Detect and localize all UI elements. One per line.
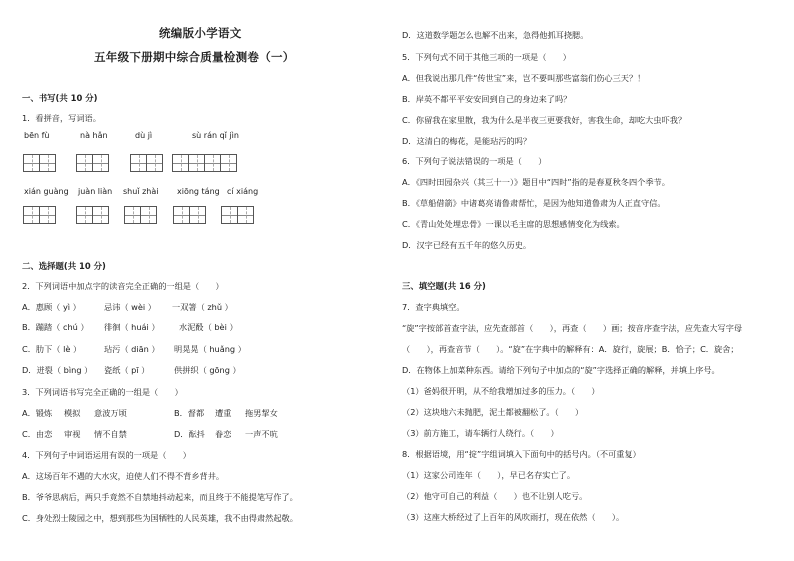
q5-option-d[interactable]: D．这清白的梅花，是能玷污的吗？	[402, 136, 532, 146]
q2-option-a3: 一双箸（ zhǔ ）	[172, 302, 233, 312]
q3-option-a3: 意波万顷	[94, 408, 127, 418]
q2-option-c2: 玷污（ diān ）	[104, 344, 160, 354]
writing-box-8[interactable]	[173, 206, 205, 225]
writing-box-7[interactable]	[124, 206, 156, 225]
q2-text: 2．下列词语中加点字的读音完全正确的一组是（ ）	[22, 281, 224, 291]
q4-option-a[interactable]: A．这场百年不遇的大水灾，迫使人们不得不背乡背井。	[22, 471, 225, 481]
q3-option-d2: 眷恋	[215, 429, 232, 439]
q2-option-a1[interactable]: A．惠顾（ yì ）	[22, 302, 81, 312]
q4-option-c[interactable]: C．身处烈士陵园之中，想到那些为国牺牲的人民英雄，我不由得肃然起敬。	[22, 513, 298, 523]
exam-title-line2: 五年级下册期中综合质量检测卷（一）	[94, 50, 295, 64]
writing-box-2[interactable]	[76, 154, 108, 173]
q4-text: 4．下列句子中词语运用有误的一项是（ ）	[22, 450, 191, 460]
pinyin-7: shuǐ zhài	[123, 187, 159, 196]
section3-title: 三、填空题(共 16 分)	[402, 281, 486, 291]
pinyin-4: sù rán qǐ jìn	[192, 131, 239, 140]
q8-sentence-3: （3）这座大桥经过了上百年的风吹雨打，现在依然（ ）。	[402, 512, 625, 522]
q4-option-b[interactable]: B．爷爷思病后，两只手竟然不自禁地抖动起来，而且终于不能提笔写作了。	[22, 492, 298, 502]
q5-text: 5．下列句式不同于其他三项的一项是（ ）	[402, 52, 571, 62]
q3-option-a2: 模拟	[64, 408, 81, 418]
q3-option-b1[interactable]: B．督都	[174, 408, 205, 418]
pinyin-row-2	[22, 187, 394, 199]
q7-sentence-2: （2）这块地六未抛肥，泥土都被翻松了。（ ）	[402, 407, 584, 417]
q7-line-2: （ ），再查音节（ ）。“旋”在字典中的解释有：A．旋行，旋展；B．恰子；C．旋舍；	[402, 344, 739, 354]
writing-boxes-row-2	[22, 206, 394, 226]
writing-box-3[interactable]	[130, 154, 162, 173]
pinyin-5: xián guàng	[24, 187, 69, 196]
q8-sentence-2: （2）他守可自己的利益（ ）也不让别人吃亏。	[402, 491, 588, 501]
q1-text: 1．看拼音，写词语。	[22, 113, 101, 123]
q7-sentence-1: （1）爸妈很开明，从不给我增加过多的压力。（ ）	[402, 386, 600, 396]
pinyin-9: cí xiáng	[227, 187, 259, 196]
pinyin-3: dù jì	[135, 131, 153, 140]
q7-line-1: “旋”字按部首查字法，应先查部首（ ），再查（ ）画；按音序查字法，应先查大写字母	[402, 323, 743, 333]
q3-option-c2: 审视	[64, 429, 81, 439]
q6-text: 6．下列句子说法错误的一项是（ ）	[402, 156, 547, 166]
q8-text: 8．根据语境，用“掟”字组词填入下面句中的括号内。（不可重复）	[402, 449, 641, 459]
q2-option-d2: 瓷纸（ pī ）	[104, 365, 150, 375]
q5-option-c[interactable]: C．你留我在家里散，我为什么是半夜三更要我好，害我生命，却吃大虫吓我？	[402, 115, 687, 125]
q3-option-d1[interactable]: D．酝抖	[174, 429, 205, 439]
q3-option-c3: 情不自禁	[94, 429, 127, 439]
q2-option-c3: 明晃晃（ huǎng ）	[174, 344, 246, 354]
pinyin-6: juàn liàn	[78, 187, 113, 196]
exam-title-line1: 统编版小学语文	[159, 26, 242, 40]
q3-option-b2: 遭重	[215, 408, 232, 418]
q3-option-d3: 一声不吭	[245, 429, 278, 439]
q2-option-c1[interactable]: C．肋下（ lè ）	[22, 344, 82, 354]
q6-option-c[interactable]: C．《青山处处埋忠骨》一课以毛主席的思想感情变化为线索。	[402, 219, 625, 229]
q5-option-b[interactable]: B．岸英不都平平安安回到自己的身边来了吗？	[402, 94, 572, 104]
q3-text: 3．下列词语书写完全正确的一组是（ ）	[22, 387, 183, 397]
section1-title: 一、书写(共 10 分)	[22, 93, 98, 103]
q3-option-c1[interactable]: C．由恋	[22, 429, 53, 439]
writing-box-1[interactable]	[23, 154, 55, 173]
section2-title: 二、选择题(共 10 分)	[22, 261, 106, 271]
q2-option-d1[interactable]: D．迸裂（ bìng ）	[22, 365, 93, 375]
q7-text: 7．查字典填空。	[402, 302, 465, 312]
q7-line-3: D．在物体上加菜种东西。请给下列句子中加点的“旋”字选择正确的解释，并填上序号。	[402, 365, 720, 375]
q2-option-b3: 水泥酘（ bèi ）	[179, 322, 238, 332]
q2-option-b2: 徘徊（ huái ）	[104, 322, 160, 332]
writing-box-4[interactable]	[172, 154, 236, 173]
writing-box-9[interactable]	[221, 206, 253, 225]
q3-option-a1[interactable]: A．锻炼	[22, 408, 53, 418]
q6-option-a[interactable]: A．《四时田园杂兴（其三十一）》题目中“四时”指的是春夏秋冬四个季节。	[402, 177, 670, 187]
q6-option-b[interactable]: B．《草船借箭》中诸葛亮请鲁肃帮忙，是因为他知道鲁肃为人正直守信。	[402, 198, 666, 208]
writing-box-6[interactable]	[76, 206, 108, 225]
pinyin-1: bēn fù	[24, 131, 50, 140]
pinyin-2: nà hǎn	[80, 131, 108, 140]
writing-box-5[interactable]	[23, 206, 55, 225]
q7-sentence-3: （3）前方施工，请车辆行人绕行。（ ）	[402, 428, 559, 438]
q2-option-b1[interactable]: B．蹦踏（ chú ）	[22, 322, 89, 332]
q5-option-a[interactable]: A．但我说出那几件“传世宝”来，岂不要叫那些富翁们伤心三天？！	[402, 73, 646, 83]
q6-option-d[interactable]: D．汉字已经有五千年的悠久历史。	[402, 240, 532, 250]
q2-option-d3: 供拼织（ gōng ）	[174, 365, 241, 375]
q8-sentence-1: （1）这家公司连年（ ），早已名存实亡了。	[402, 470, 576, 480]
right-column	[402, 0, 774, 561]
left-column	[22, 0, 394, 561]
q3-option-b3: 拖男挈女	[245, 408, 278, 418]
q2-option-a2: 忌讳（ wèi ）	[104, 302, 156, 312]
pinyin-8: xiōng táng	[177, 187, 220, 196]
writing-boxes-row-1	[22, 154, 394, 174]
q4-option-d[interactable]: D．这道数学题怎么也解不出来，急得他抓耳挠腮。	[402, 30, 589, 40]
pinyin-row-1	[22, 131, 394, 143]
